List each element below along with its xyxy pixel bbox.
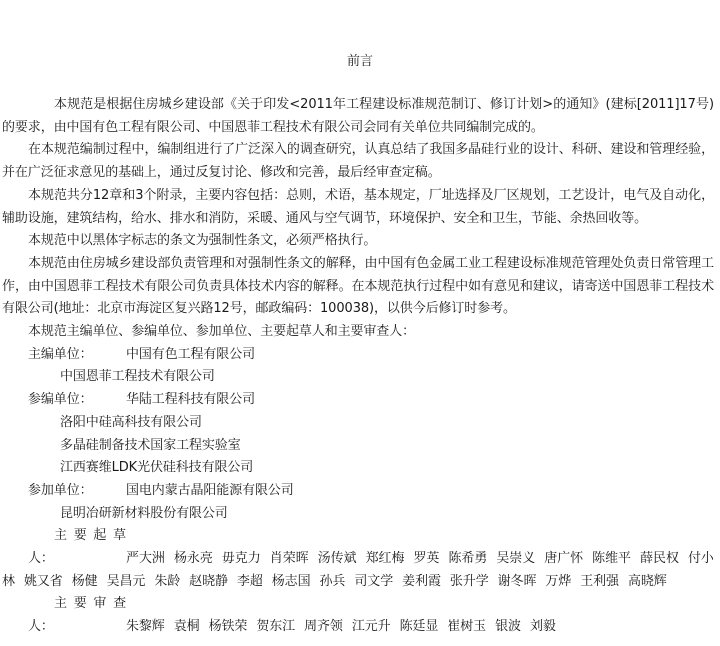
paragraph-management: 本规范由住房城乡建设部负责管理和对强制性条文的解释，由中国有色金属工业工程建设标准规范管理处负责日常管理工作，由中国恩菲工程技术有限公司负责具体技术内容的解释。在本规范执行过程中如有意见和建议，请寄送中国恩菲工程技术有限公司(地址：北京市海淀区复兴路12号，邮政编码：100038)，以供今后修订时参考。 bbox=[2, 255, 714, 317]
reviewer-name: 贺东江 bbox=[256, 619, 296, 635]
drafter-name: 严大洲 bbox=[126, 551, 165, 567]
drafter-name: 李超 bbox=[236, 573, 263, 589]
paragraph-units-intro: 本规范主编单位、参编单位、参加单位、主要起草人和主要审查人： bbox=[28, 324, 416, 340]
drafter-name: 孙兵 bbox=[319, 573, 346, 589]
drafter-name: 汤传斌 bbox=[317, 551, 357, 567]
drafters-block bbox=[2, 525, 714, 593]
drafter-name: 张升学 bbox=[449, 573, 489, 589]
participating-unit-label: 参编单位： bbox=[28, 392, 93, 408]
drafter-name: 陈维平 bbox=[592, 551, 631, 567]
drafter-name: 吴崇义 bbox=[496, 551, 536, 567]
reviewer-name: 周齐领 bbox=[304, 619, 343, 635]
joining-unit-name: 昆明冶研新材料股份有限公司 bbox=[60, 505, 228, 521]
chief-unit-name: 中国有色工程有限公司 bbox=[126, 346, 256, 362]
drafter-name: 杨志国 bbox=[271, 573, 311, 589]
paragraph-mandatory: 本规范中以黑体字标志的条文为强制性条文，必须严格执行。 bbox=[28, 233, 377, 249]
chief-unit-name: 中国恩菲工程技术有限公司 bbox=[60, 369, 215, 385]
drafter-name: 姜利霞 bbox=[402, 573, 441, 589]
participating-unit-row bbox=[2, 435, 714, 458]
drafter-name: 毋克力 bbox=[221, 551, 261, 567]
chief-unit-label: 主编单位： bbox=[28, 346, 93, 362]
reviewers-label: 主要审查人： bbox=[28, 596, 126, 635]
drafter-name: 付小林 bbox=[2, 551, 714, 589]
participating-unit-row bbox=[2, 457, 714, 480]
page-title: 前言 bbox=[346, 54, 373, 69]
participating-unit-name: 多晶硅制备技术国家工程实验室 bbox=[60, 437, 241, 453]
drafter-name: 谢冬晖 bbox=[497, 573, 537, 589]
drafter-name: 王利强 bbox=[580, 573, 619, 589]
joining-unit-name: 国电内蒙古晶阳能源有限公司 bbox=[126, 482, 294, 498]
chief-unit-row bbox=[2, 344, 714, 367]
reviewer-name: 朱黎辉 bbox=[126, 619, 165, 635]
reviewer-name: 刘毅 bbox=[529, 619, 556, 635]
paragraph-process: 在本规范编制过程中，编制组进行了广泛深入的调查研究，认真总结了我国多晶硅行业的设计、科研、建设和管理经验，并在广泛征求意见的基础上，通过反复讨论、修改和完善，最后经审查定稿。 bbox=[2, 142, 714, 181]
participating-unit-name: 江西赛维LDK光伏硅科技有限公司 bbox=[60, 460, 254, 476]
drafter-name: 肖荣晖 bbox=[269, 551, 309, 567]
drafter-name: 高晓辉 bbox=[628, 573, 667, 589]
drafter-name: 万烨 bbox=[545, 573, 572, 589]
chief-unit-row bbox=[2, 366, 714, 389]
drafter-name: 杨永亮 bbox=[173, 551, 213, 567]
participating-unit-name: 华陆工程科技有限公司 bbox=[126, 392, 256, 408]
drafter-name: 郑红梅 bbox=[365, 551, 405, 567]
drafter-name: 赵晓静 bbox=[189, 573, 228, 589]
joining-unit-row bbox=[2, 503, 714, 526]
participating-unit-row bbox=[2, 412, 714, 435]
participating-unit-row bbox=[2, 389, 714, 412]
joining-unit-row bbox=[2, 480, 714, 503]
drafter-name: 吴昌元 bbox=[106, 573, 146, 589]
reviewer-name: 江元升 bbox=[351, 619, 391, 635]
joining-unit-label: 参加单位： bbox=[28, 482, 93, 498]
drafter-name: 陈希勇 bbox=[448, 551, 488, 567]
drafter-name: 薛民权 bbox=[640, 551, 679, 567]
drafter-name: 姚又省 bbox=[23, 573, 63, 589]
reviewer-name: 陈廷显 bbox=[399, 619, 439, 635]
drafter-name: 罗英 bbox=[413, 551, 440, 567]
participating-unit-name: 洛阳中硅高科技有限公司 bbox=[60, 414, 202, 430]
drafters-label: 主要起草人： bbox=[28, 528, 126, 567]
reviewers-block bbox=[2, 593, 714, 638]
reviewer-name: 银波 bbox=[495, 619, 521, 635]
drafter-name: 唐广怀 bbox=[544, 551, 584, 567]
drafter-name: 杨健 bbox=[71, 573, 98, 589]
drafter-name: 朱龄 bbox=[154, 573, 181, 589]
reviewer-name: 袁桐 bbox=[173, 619, 200, 635]
paragraph-basis: 本规范是根据住房城乡建设部《关于印发<2011年工程建设标准规范制订、修订计划>的通知》(建标[2011]17号)的要求，由中国有色工程有限公司、中国恩菲工程技术有限公司会同有关单位共同编制完成的。 bbox=[2, 97, 714, 135]
reviewer-name: 崔树玉 bbox=[447, 619, 487, 635]
paragraph-contents: 本规范共分12章和3个附录，主要内容包括：总则，术语，基本规定，厂址选择及厂区规划，工艺设计，电气及自动化，辅助设施，建筑结构，给水、排水和消防，采暖、通风与空气调节，环境保护、安全和卫生，节能、余热回收等。 bbox=[2, 187, 714, 226]
reviewer-name: 杨铁荣 bbox=[208, 619, 248, 635]
drafter-name: 司文学 bbox=[354, 573, 394, 589]
document-body bbox=[2, 94, 714, 639]
